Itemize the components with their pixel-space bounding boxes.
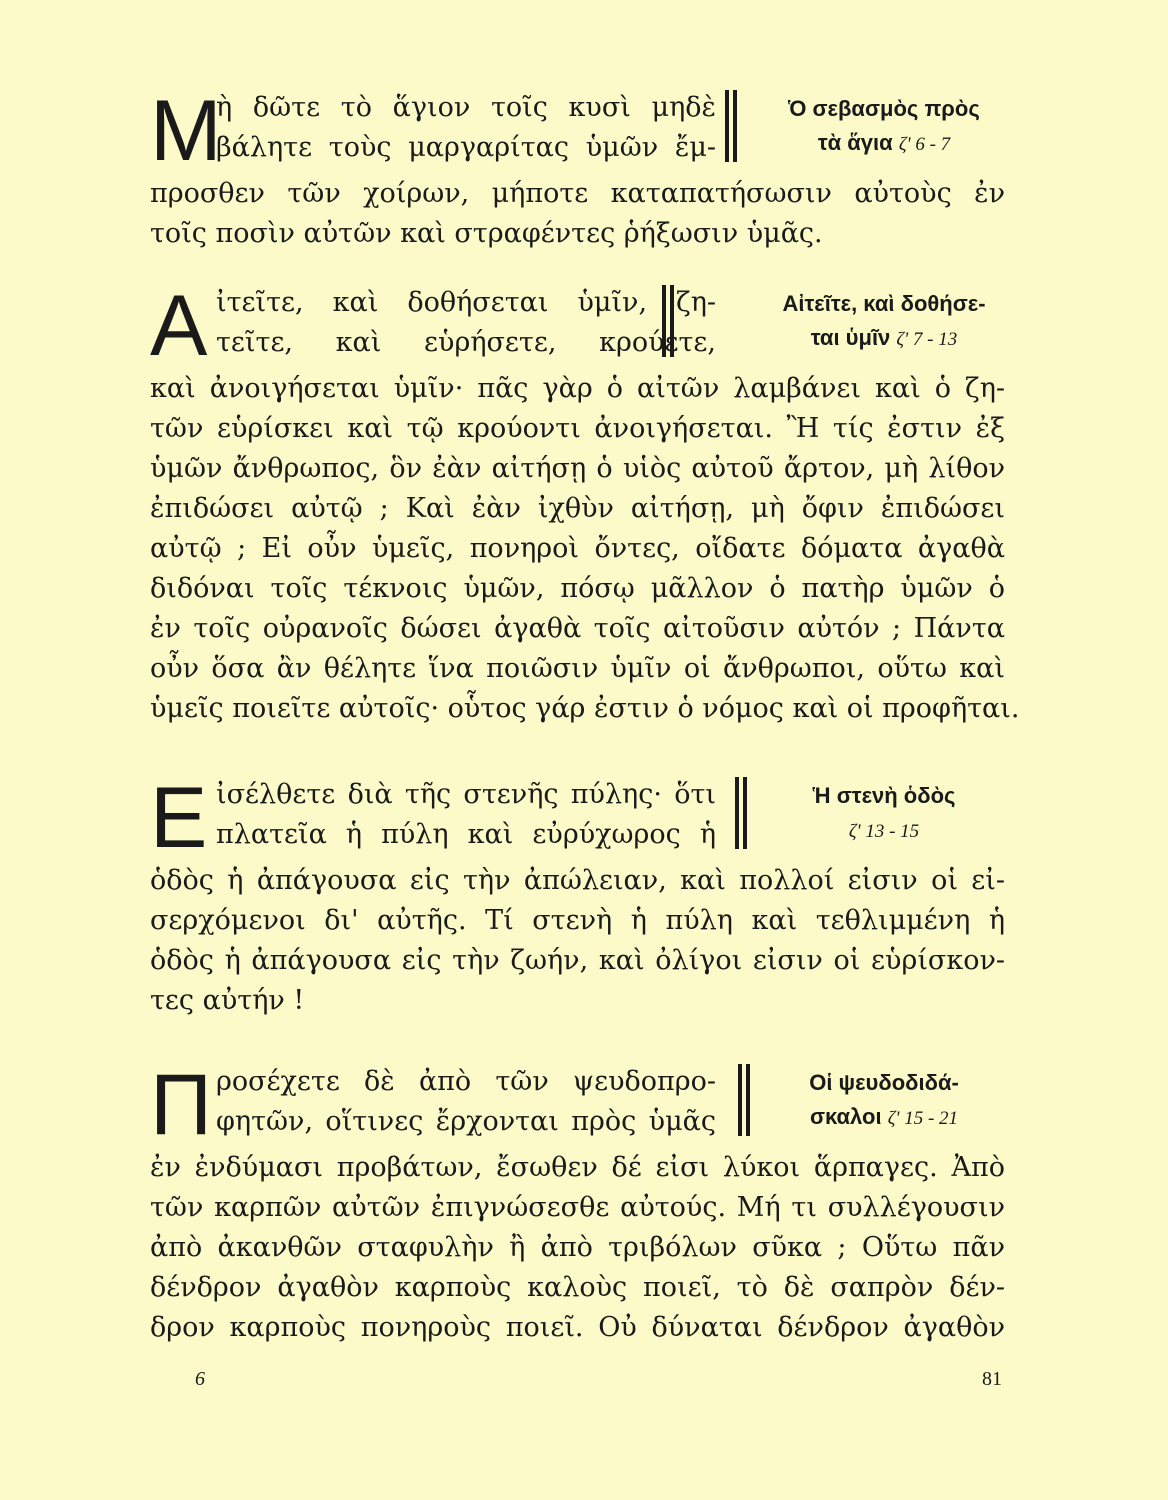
margin-note-title: Αἰτεῖτε, καὶ δοθήσε- [782,291,986,316]
drop-cap: Π [150,1057,213,1153]
text-line: καὶ ἀνοιγήσεται ὑμῖν· πᾶς γὰρ ὁ αἰτῶν λαμβάνει καὶ ὁ ζη- [150,373,1005,404]
margin-note [760,1066,1008,1136]
text-line: ἐν ἐνδύμασι προβάτων, ἔσωθεν δέ εἰσι λύκοι ἅρπαγες. Ἀπὸ [150,1152,1005,1183]
margin-note-title: Ὁ σεβασμὸς πρὸς [788,96,980,121]
head-lines [216,283,716,363]
passage-holy-things [150,83,1005,254]
drop-cap: Α [150,278,208,374]
head-line: φητῶν, οἵτινες ἔρχονται πρὸς ὑμᾶς [216,1106,716,1137]
text-line: ἐν τοῖς οὐρανοῖς δώσει ἀγαθὰ τοῖς αἰτοῦσιν αὐτόν ; Πάντα [150,613,1005,644]
head-line: ὴ δῶτε τὸ ἅγιον τοῖς κυσὶ μηδὲ [216,92,716,123]
drop-cap: Ε [150,770,208,866]
passage-body [150,174,1005,254]
text-line: οὖν ὅσα ἂν θέλητε ἵνα ποιῶσιν ὑμῖν οἱ ἄνθρωποι, οὕτω καὶ [150,653,1005,684]
double-rule [662,285,674,357]
text-line: δένδρον ἀγαθὸν καρποὺς καλοὺς ποιεῖ, τὸ δὲ σαπρὸν δέν- [150,1272,1005,1303]
passage-head [150,278,1005,374]
passage-body [150,1148,1005,1348]
margin-note-title: ται ὑμῖν [810,325,891,350]
margin-note-title: Οἱ ψευδοδιδά- [809,1070,959,1095]
margin-note-title: τὰ ἅγια [817,130,893,155]
head-line: τεῖτε, καὶ εὑρήσετε, κρούετε, [216,327,716,358]
verse-reference: ζ' 13 - 15 [848,821,920,842]
text-line: ὑμεῖς ποιεῖτε αὐτοῖς· οὗτος γάρ ἐστιν ὁ νόμος καὶ οἱ προφῆται. [150,693,1020,724]
passage-head [150,770,1005,866]
text-line: ὑμῶν ἄνθρωπος, ὃν ἐὰν αἰτήσῃ ὁ υἱὸς αὐτοῦ ἄρτον, μὴ λίθον [150,453,1005,484]
verse-reference: ζ' 7 - 13 [896,329,958,350]
text-line: προσθεν τῶν χοίρων, μήποτε καταπατήσωσιν αὐτοὺς ἐν [150,178,1005,209]
head-line: ροσέχετε δὲ ἀπὸ τῶν ψευδοπρο- [216,1066,716,1097]
head-lines [216,88,716,168]
passage-head [150,1057,1005,1153]
head-line: πλατεῖα ἡ πύλη καὶ εὐρύχωρος ἡ [216,819,716,850]
head-line: ἰτεῖτε, καὶ δοθήσεται ὑμῖν, ζη- [216,287,716,318]
text-line: ὁδὸς ἡ ἀπάγουσα εἰς τὴν ζωήν, καὶ ὀλίγοι εἰσιν οἱ εὑρίσκον- [150,945,1005,976]
page-number: 81 [982,1368,1002,1390]
verse-reference: ζ' 15 - 21 [887,1108,959,1129]
margin-note [760,92,1008,162]
text-line: τοῖς ποσὶν αὐτῶν καὶ στραφέντες ῥήξωσιν ὑμᾶς. [150,218,823,249]
head-line: βάλητε τοὺς μαργαρίτας ὑμῶν ἔμ- [216,132,716,163]
double-rule [735,777,747,849]
text-line: τῶν εὑρίσκει καὶ τῷ κρούοντι ἀνοιγήσεται. Ἢ τίς ἐστιν ἐξ [150,413,1005,444]
margin-note-title: Ἡ στενὴ ὁδὸς [812,783,956,808]
passage-head [150,83,1005,179]
passage-body [150,369,1020,729]
head-line: ἰσέλθετε διὰ τῆς στενῆς πύλης· ὅτι [216,779,716,810]
margin-note [760,287,1008,357]
text-line: αὐτῷ ; Εἰ οὖν ὑμεῖς, πονηροὶ ὄντες, οἴδατε δόματα ἀγαθὰ [150,533,1005,564]
head-lines [216,1062,716,1142]
passage-body [150,861,1005,1021]
passage-ask-and-receive [150,278,1020,729]
text-line: τῶν καρπῶν αὐτῶν ἐπιγνώσεσθε αὐτούς. Μή τι συλλέγουσιν [150,1192,1005,1223]
double-rule [738,1064,750,1136]
text-line: διδόναι τοῖς τέκνοις ὑμῶν, πόσῳ μᾶλλον ὁ πατὴρ ὑμῶν ὁ [150,573,1005,604]
text-line: σερχόμενοι δι' αὐτῆς. Τί στενὴ ἡ πύλη καὶ τεθλιμμένη ἡ [150,905,1005,936]
text-line: δρον καρποὺς πονηροὺς ποιεῖ. Οὐ δύναται δένδρον ἀγαθὸν [150,1312,1005,1343]
passage-narrow-gate [150,770,1005,1021]
margin-note-title: σκαλοι [809,1104,882,1129]
verse-reference: ζ' 6 - 7 [898,134,951,155]
text-line: ὁδὸς ἡ ἀπάγουσα εἰς τὴν ἀπώλειαν, καὶ πολλοί εἰσιν οἱ εἰ- [150,865,1005,896]
head-lines [216,775,716,855]
margin-note [760,779,1008,849]
passage-false-prophets [150,1057,1005,1348]
double-rule [725,90,737,162]
text-line: τες αὐτήν ! [150,985,305,1016]
text-line: ἀπὸ ἀκανθῶν σταφυλὴν ἢ ἀπὸ τριβόλων σῦκα ; Οὕτω πᾶν [150,1232,1005,1263]
signature-mark: 6 [195,1368,205,1390]
text-line: ἐπιδώσει αὐτῷ ; Καὶ ἐὰν ἰχθὺν αἰτήσῃ, μὴ ὄφιν ἐπιδώσει [150,493,1005,524]
drop-cap: Μ [150,83,222,179]
